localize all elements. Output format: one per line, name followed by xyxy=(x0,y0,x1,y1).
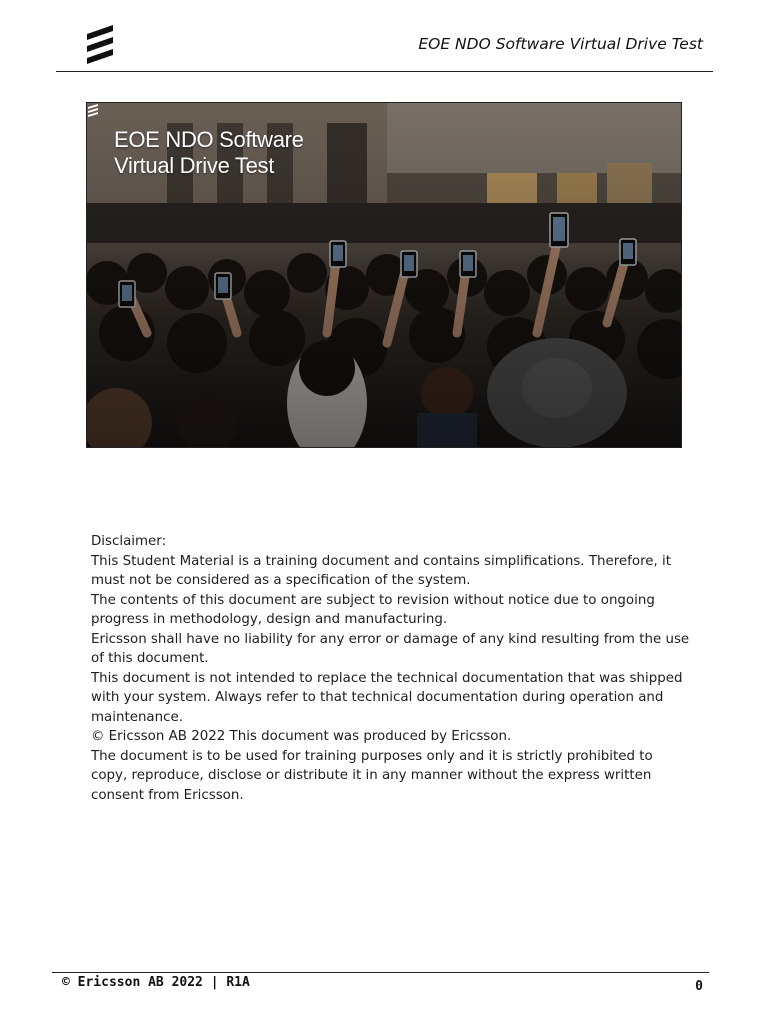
cover-title xyxy=(114,127,304,179)
cover-image xyxy=(86,102,682,448)
ericsson-logo-icon xyxy=(87,103,99,117)
header-title: EOE NDO Software Virtual Drive Test xyxy=(418,35,703,53)
header-divider xyxy=(56,71,713,72)
disclaimer-paragraph: The contents of this document are subject to revision without notice due to ongoing progress in methodology, design and manufacturing. xyxy=(91,592,655,627)
disclaimer-block xyxy=(91,532,691,805)
disclaimer-paragraph: The document is to be used for training purposes only and it is strictly prohibited to copy, reproduce, disclose or distribute it in any manner without the express written consent from Ericsson. xyxy=(91,748,653,803)
disclaimer-paragraph: Ericsson shall have no liability for any error or damage of any kind resulting from the use of this document. xyxy=(91,631,690,666)
footer-divider xyxy=(52,972,709,973)
cover-title-line1: EOE NDO Software xyxy=(114,127,304,152)
page-number: 0 xyxy=(695,979,703,994)
ericsson-logo-icon xyxy=(84,22,116,64)
disclaimer-paragraph: This Student Material is a training document and contains simplifications. Therefore, it must not be considered as a specification of the system. xyxy=(91,553,672,588)
footer-copyright: © Ericsson AB 2022 | R1A xyxy=(62,975,250,990)
cover-title-line2: Virtual Drive Test xyxy=(114,153,275,178)
disclaimer-paragraph: This document is not intended to replace the technical documentation that was shipped with your system. Always refer to that technical documentation during operation and maintenance. xyxy=(91,670,683,725)
disclaimer-paragraph: © Ericsson AB 2022 This document was produced by Ericsson. xyxy=(91,729,512,744)
disclaimer-heading: Disclaimer: xyxy=(91,534,167,549)
